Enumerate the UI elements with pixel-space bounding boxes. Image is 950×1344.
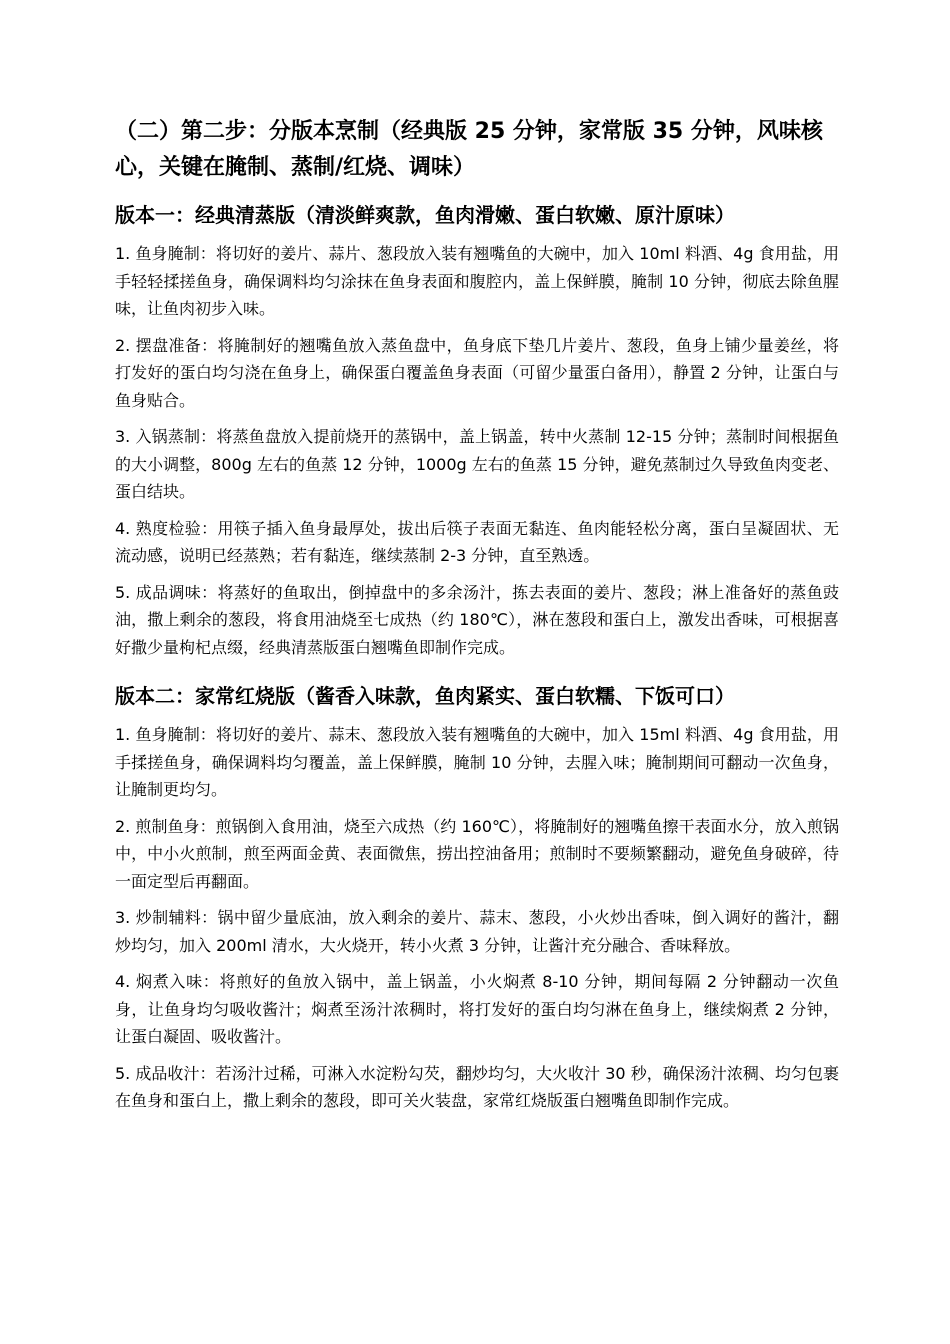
- version-one-step-2: 2. 摆盘准备：将腌制好的翘嘴鱼放入蒸鱼盘中，鱼身底下垫几片姜片、葱段，鱼身上铺少量姜丝，将打发好的蛋白均匀浇在鱼身上，确保蛋白覆盖鱼身表面（可留少量蛋白备用），静置 2 分钟，让蛋白与鱼身贴合。: [115, 335, 839, 410]
- version-one-step-5: 5. 成品调味：将蒸好的鱼取出，倒掉盘中的多余汤汁，拣去表面的姜片、葱段；淋上准备好的蒸鱼豉油，撒上剩余的葱段，将食用油烧至七成热（约 180℃），淋在葱段和蛋白上，激发出香味，可根据喜好撒少量枸杞点缀，经典清蒸版蛋白翘嘴鱼即制作完成。: [115, 582, 839, 657]
- document-content: [115, 114, 839, 1124]
- version-one-step-1: 1. 鱼身腌制：将切好的姜片、蒜片、葱段放入装有翘嘴鱼的大碗中，加入 10ml 料酒、4g 食用盐，用手轻轻揉搓鱼身，确保调料均匀涂抹在鱼身表面和腹腔内，盖上保鲜膜，腌制 10 分钟，彻底去除鱼腥味，让鱼肉初步入味。: [115, 244, 839, 318]
- version-two-step-2: 2. 煎制鱼身：煎锅倒入食用油，烧至六成热（约 160℃），将腌制好的翘嘴鱼擦干表面水分，放入煎锅中，中小火煎制，煎至两面金黄、表面微焦，捞出控油备用；煎制时不要频繁翻动，避免鱼身破碎，待一面定型后再翻面。: [115, 816, 839, 891]
- section-heading: （二）第二步：分版本烹制（经典版 25 分钟，家常版 35 分钟，风味核心，关键在腌制、蒸制/红烧、调味）: [115, 119, 823, 180]
- version-two-step-4: 4. 焖煮入味：将煎好的鱼放入锅中，盖上锅盖，小火焖煮 8-10 分钟，期间每隔 2 分钟翻动一次鱼身，让鱼身均匀吸收酱汁；焖煮至汤汁浓稠时，将打发好的蛋白均匀淋在鱼身上，继续焖煮 2 分钟，让蛋白凝固、吸收酱汁。: [115, 972, 839, 1046]
- version-two-step-3: 3. 炒制辅料：锅中留少量底油，放入剩余的姜片、蒜末、葱段，小火炒出香味，倒入调好的酱汁，翻炒均匀，加入 200ml 清水，大火烧开，转小火煮 3 分钟，让酱汁充分融合、香味释放。: [115, 908, 839, 955]
- version-two-step-1: 1. 鱼身腌制：将切好的姜片、蒜末、葱段放入装有翘嘴鱼的大碗中，加入 15ml 料酒、4g 食用盐，用手揉搓鱼身，确保调料均匀覆盖，盖上保鲜膜，腌制 10 分钟，去腥入味；腌制期间可翻动一次鱼身，让腌制更均匀。: [115, 725, 839, 799]
- version-one-block: [115, 200, 839, 661]
- version-one-step-4: 4. 熟度检验：用筷子插入鱼身最厚处，拔出后筷子表面无黏连、鱼肉能轻松分离，蛋白呈凝固状、无流动感，说明已经蒸熟；若有黏连，继续蒸制 2-3 分钟，直至熟透。: [115, 518, 839, 565]
- version-one-step-3: 3. 入锅蒸制：将蒸鱼盘放入提前烧开的蒸锅中，盖上锅盖，转中火蒸制 12-15 分钟；蒸制时间根据鱼的大小调整，800g 左右的鱼蒸 12 分钟，1000g 左右的鱼蒸 15 分钟，避免蒸制过久导致鱼肉变老、蛋白结块。: [115, 427, 839, 501]
- version-one-heading: 版本一：经典清蒸版（清淡鲜爽款，鱼肉滑嫩、蛋白软嫩、原汁原味）: [115, 203, 735, 227]
- version-two-block: [115, 681, 839, 1115]
- version-two-heading: 版本二：家常红烧版（酱香入味款，鱼肉紧实、蛋白软糯、下饭可口）: [115, 684, 735, 708]
- version-two-step-5: 5. 成品收汁：若汤汁过稀，可淋入水淀粉勾芡，翻炒均匀，大火收汁 30 秒，确保汤汁浓稠、均匀包裹在鱼身和蛋白上，撒上剩余的葱段，即可关火装盘，家常红烧版蛋白翘嘴鱼即制作完成。: [115, 1063, 839, 1110]
